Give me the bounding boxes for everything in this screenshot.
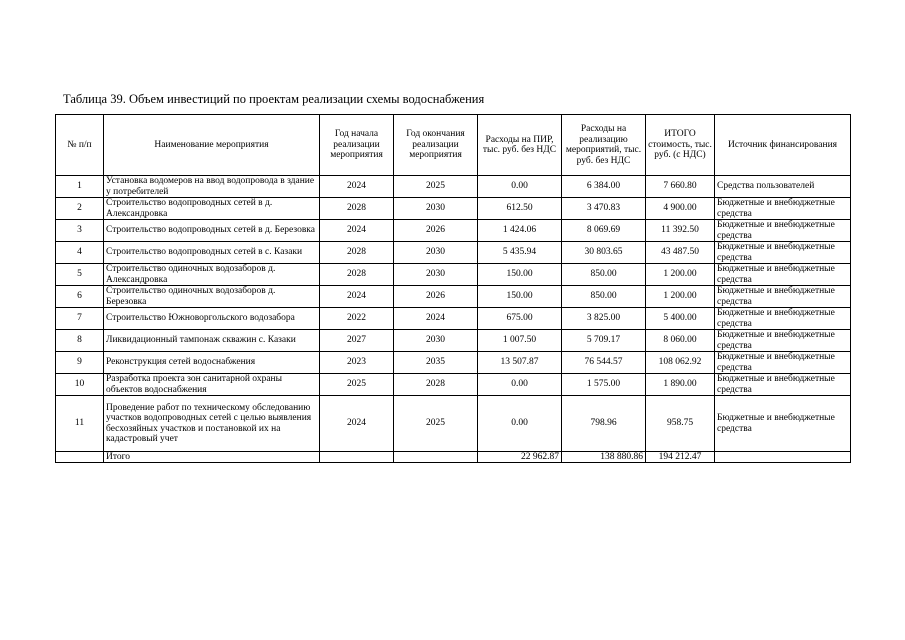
cell-num: 4 — [56, 242, 104, 264]
cell-source: Бюджетные и внебюджетные средства — [715, 330, 851, 352]
cell-name: Строительство водопроводных сетей в с. Казаки — [104, 242, 320, 264]
cell-source: Средства пользователей — [715, 176, 851, 198]
cell-total: 958.75 — [646, 396, 715, 452]
cell-pir: 675.00 — [478, 308, 562, 330]
header-start-year: Год начала реализации мероприятия — [320, 115, 394, 176]
cell-start-year: 2024 — [320, 220, 394, 242]
cell-name: Строительство водопроводных сетей в д. Березовка — [104, 220, 320, 242]
header-num: № п/п — [56, 115, 104, 176]
cell-costs: 30 803.65 — [562, 242, 646, 264]
header-end-year: Год окончания реализации мероприятия — [394, 115, 478, 176]
cell-pir: 0.00 — [478, 374, 562, 396]
cell-pir: 1 424.06 — [478, 220, 562, 242]
table-row — [56, 220, 851, 242]
cell-pir: 0.00 — [478, 396, 562, 452]
cell-total: 8 060.00 — [646, 330, 715, 352]
cell-end-year: 2026 — [394, 286, 478, 308]
cell-num: 5 — [56, 264, 104, 286]
table-row — [56, 396, 851, 452]
cell-start-year: 2024 — [320, 176, 394, 198]
cell-end-year: 2024 — [394, 308, 478, 330]
cell-source: Бюджетные и внебюджетные средства — [715, 396, 851, 452]
cell-num: 11 — [56, 396, 104, 452]
table-caption: Таблица 39. Объем инвестиций по проектам реализации схемы водоснабжения — [63, 92, 485, 106]
cell-name: Строительство одиночных водозаборов д. Александровка — [104, 264, 320, 286]
cell-costs: 3 825.00 — [562, 308, 646, 330]
table-row — [56, 374, 851, 396]
header-pir: Расходы на ПИР, тыс. руб. без НДС — [478, 115, 562, 176]
cell-total: 5 400.00 — [646, 308, 715, 330]
cell-costs: 6 384.00 — [562, 176, 646, 198]
table-row — [56, 330, 851, 352]
cell-pir: 612.50 — [478, 198, 562, 220]
cell-costs: 798.96 — [562, 396, 646, 452]
cell-name: Строительство Южноворгольского водозабора — [104, 308, 320, 330]
cell-end-year: 2030 — [394, 330, 478, 352]
cell-end-year: 2026 — [394, 220, 478, 242]
header-costs: Расходы на реализацию мероприятий, тыс. руб. без НДС — [562, 115, 646, 176]
cell-source: Бюджетные и внебюджетные средства — [715, 198, 851, 220]
cell-costs: 1 575.00 — [562, 374, 646, 396]
cell-total: 1 200.00 — [646, 264, 715, 286]
cell-start-year: 2024 — [320, 286, 394, 308]
cell-pir: 150.00 — [478, 286, 562, 308]
cell-costs: 3 470.83 — [562, 198, 646, 220]
cell-total: 43 487.50 — [646, 242, 715, 264]
cell-num: 9 — [56, 352, 104, 374]
cell-start-year: 2028 — [320, 242, 394, 264]
cell-name: Строительство водопроводных сетей в д. Александровка — [104, 198, 320, 220]
cell-pir: 5 435.94 — [478, 242, 562, 264]
table-row — [56, 242, 851, 264]
cell-num: 6 — [56, 286, 104, 308]
cell-costs: 5 709.17 — [562, 330, 646, 352]
cell-pir: 13 507.87 — [478, 352, 562, 374]
cell-source: Бюджетные и внебюджетные средства — [715, 308, 851, 330]
header-source: Источник финансирования — [715, 115, 851, 176]
cell-start-year: 2028 — [320, 198, 394, 220]
cell-num: 1 — [56, 176, 104, 198]
cell-total: 1 890.00 — [646, 374, 715, 396]
cell-end-year — [394, 452, 478, 463]
cell-total: 108 062.92 — [646, 352, 715, 374]
cell-name: Разработка проекта зон санитарной охраны объектов водоснабжения — [104, 374, 320, 396]
cell-end-year: 2030 — [394, 264, 478, 286]
cell-source: Бюджетные и внебюджетные средства — [715, 264, 851, 286]
cell-end-year: 2025 — [394, 176, 478, 198]
cell-end-year: 2035 — [394, 352, 478, 374]
cell-name: Ликвидационный тампонаж скважин с. Казаки — [104, 330, 320, 352]
cell-start-year: 2022 — [320, 308, 394, 330]
cell-total: 7 660.80 — [646, 176, 715, 198]
cell-name: Строительство одиночных водозаборов д. Березовка — [104, 286, 320, 308]
cell-start-year: 2028 — [320, 264, 394, 286]
header-name: Наименование мероприятия — [104, 115, 320, 176]
totals-row — [56, 452, 851, 463]
cell-num: 2 — [56, 198, 104, 220]
table-row — [56, 264, 851, 286]
cell-total: 11 392.50 — [646, 220, 715, 242]
cell-num: 3 — [56, 220, 104, 242]
cell-pir: 1 007.50 — [478, 330, 562, 352]
header-row — [56, 115, 851, 176]
cell-num: 7 — [56, 308, 104, 330]
totals-label: Итого — [104, 452, 320, 463]
table-row — [56, 352, 851, 374]
cell-num: 10 — [56, 374, 104, 396]
cell-name: Установка водомеров на ввод водопровода в здание у потребителей — [104, 176, 320, 198]
cell-start-year: 2025 — [320, 374, 394, 396]
table-row — [56, 286, 851, 308]
cell-costs: 76 544.57 — [562, 352, 646, 374]
table-row — [56, 198, 851, 220]
table-row — [56, 308, 851, 330]
totals-costs: 138 880.86 — [562, 452, 646, 463]
cell-start-year: 2027 — [320, 330, 394, 352]
totals-total: 194 212.47 — [646, 452, 715, 463]
investment-table — [55, 114, 851, 463]
header-total: ИТОГО стоимость, тыс. руб. (с НДС) — [646, 115, 715, 176]
cell-costs: 850.00 — [562, 264, 646, 286]
table-row — [56, 176, 851, 198]
cell-source: Бюджетные и внебюджетные средства — [715, 286, 851, 308]
cell-start-year: 2023 — [320, 352, 394, 374]
totals-pir: 22 962.87 — [478, 452, 562, 463]
cell-num: 8 — [56, 330, 104, 352]
cell-end-year: 2025 — [394, 396, 478, 452]
cell-pir: 150.00 — [478, 264, 562, 286]
cell-end-year: 2028 — [394, 374, 478, 396]
cell-source — [715, 452, 851, 463]
cell-name: Реконструкция сетей водоснабжения — [104, 352, 320, 374]
cell-start-year: 2024 — [320, 396, 394, 452]
cell-end-year: 2030 — [394, 198, 478, 220]
cell-pir: 0.00 — [478, 176, 562, 198]
cell-total: 4 900.00 — [646, 198, 715, 220]
cell-costs: 850.00 — [562, 286, 646, 308]
cell-source: Бюджетные и внебюджетные средства — [715, 220, 851, 242]
cell-num — [56, 452, 104, 463]
cell-source: Бюджетные и внебюджетные средства — [715, 352, 851, 374]
cell-start-year — [320, 452, 394, 463]
cell-end-year: 2030 — [394, 242, 478, 264]
cell-source: Бюджетные и внебюджетные средства — [715, 242, 851, 264]
cell-costs: 8 069.69 — [562, 220, 646, 242]
cell-total: 1 200.00 — [646, 286, 715, 308]
cell-name: Проведение работ по техническому обследованию участков водопроводных сетей с целью выявления бесхозяйных участков и постановкой их на кадастровый учет — [104, 396, 320, 452]
cell-source: Бюджетные и внебюджетные средства — [715, 374, 851, 396]
